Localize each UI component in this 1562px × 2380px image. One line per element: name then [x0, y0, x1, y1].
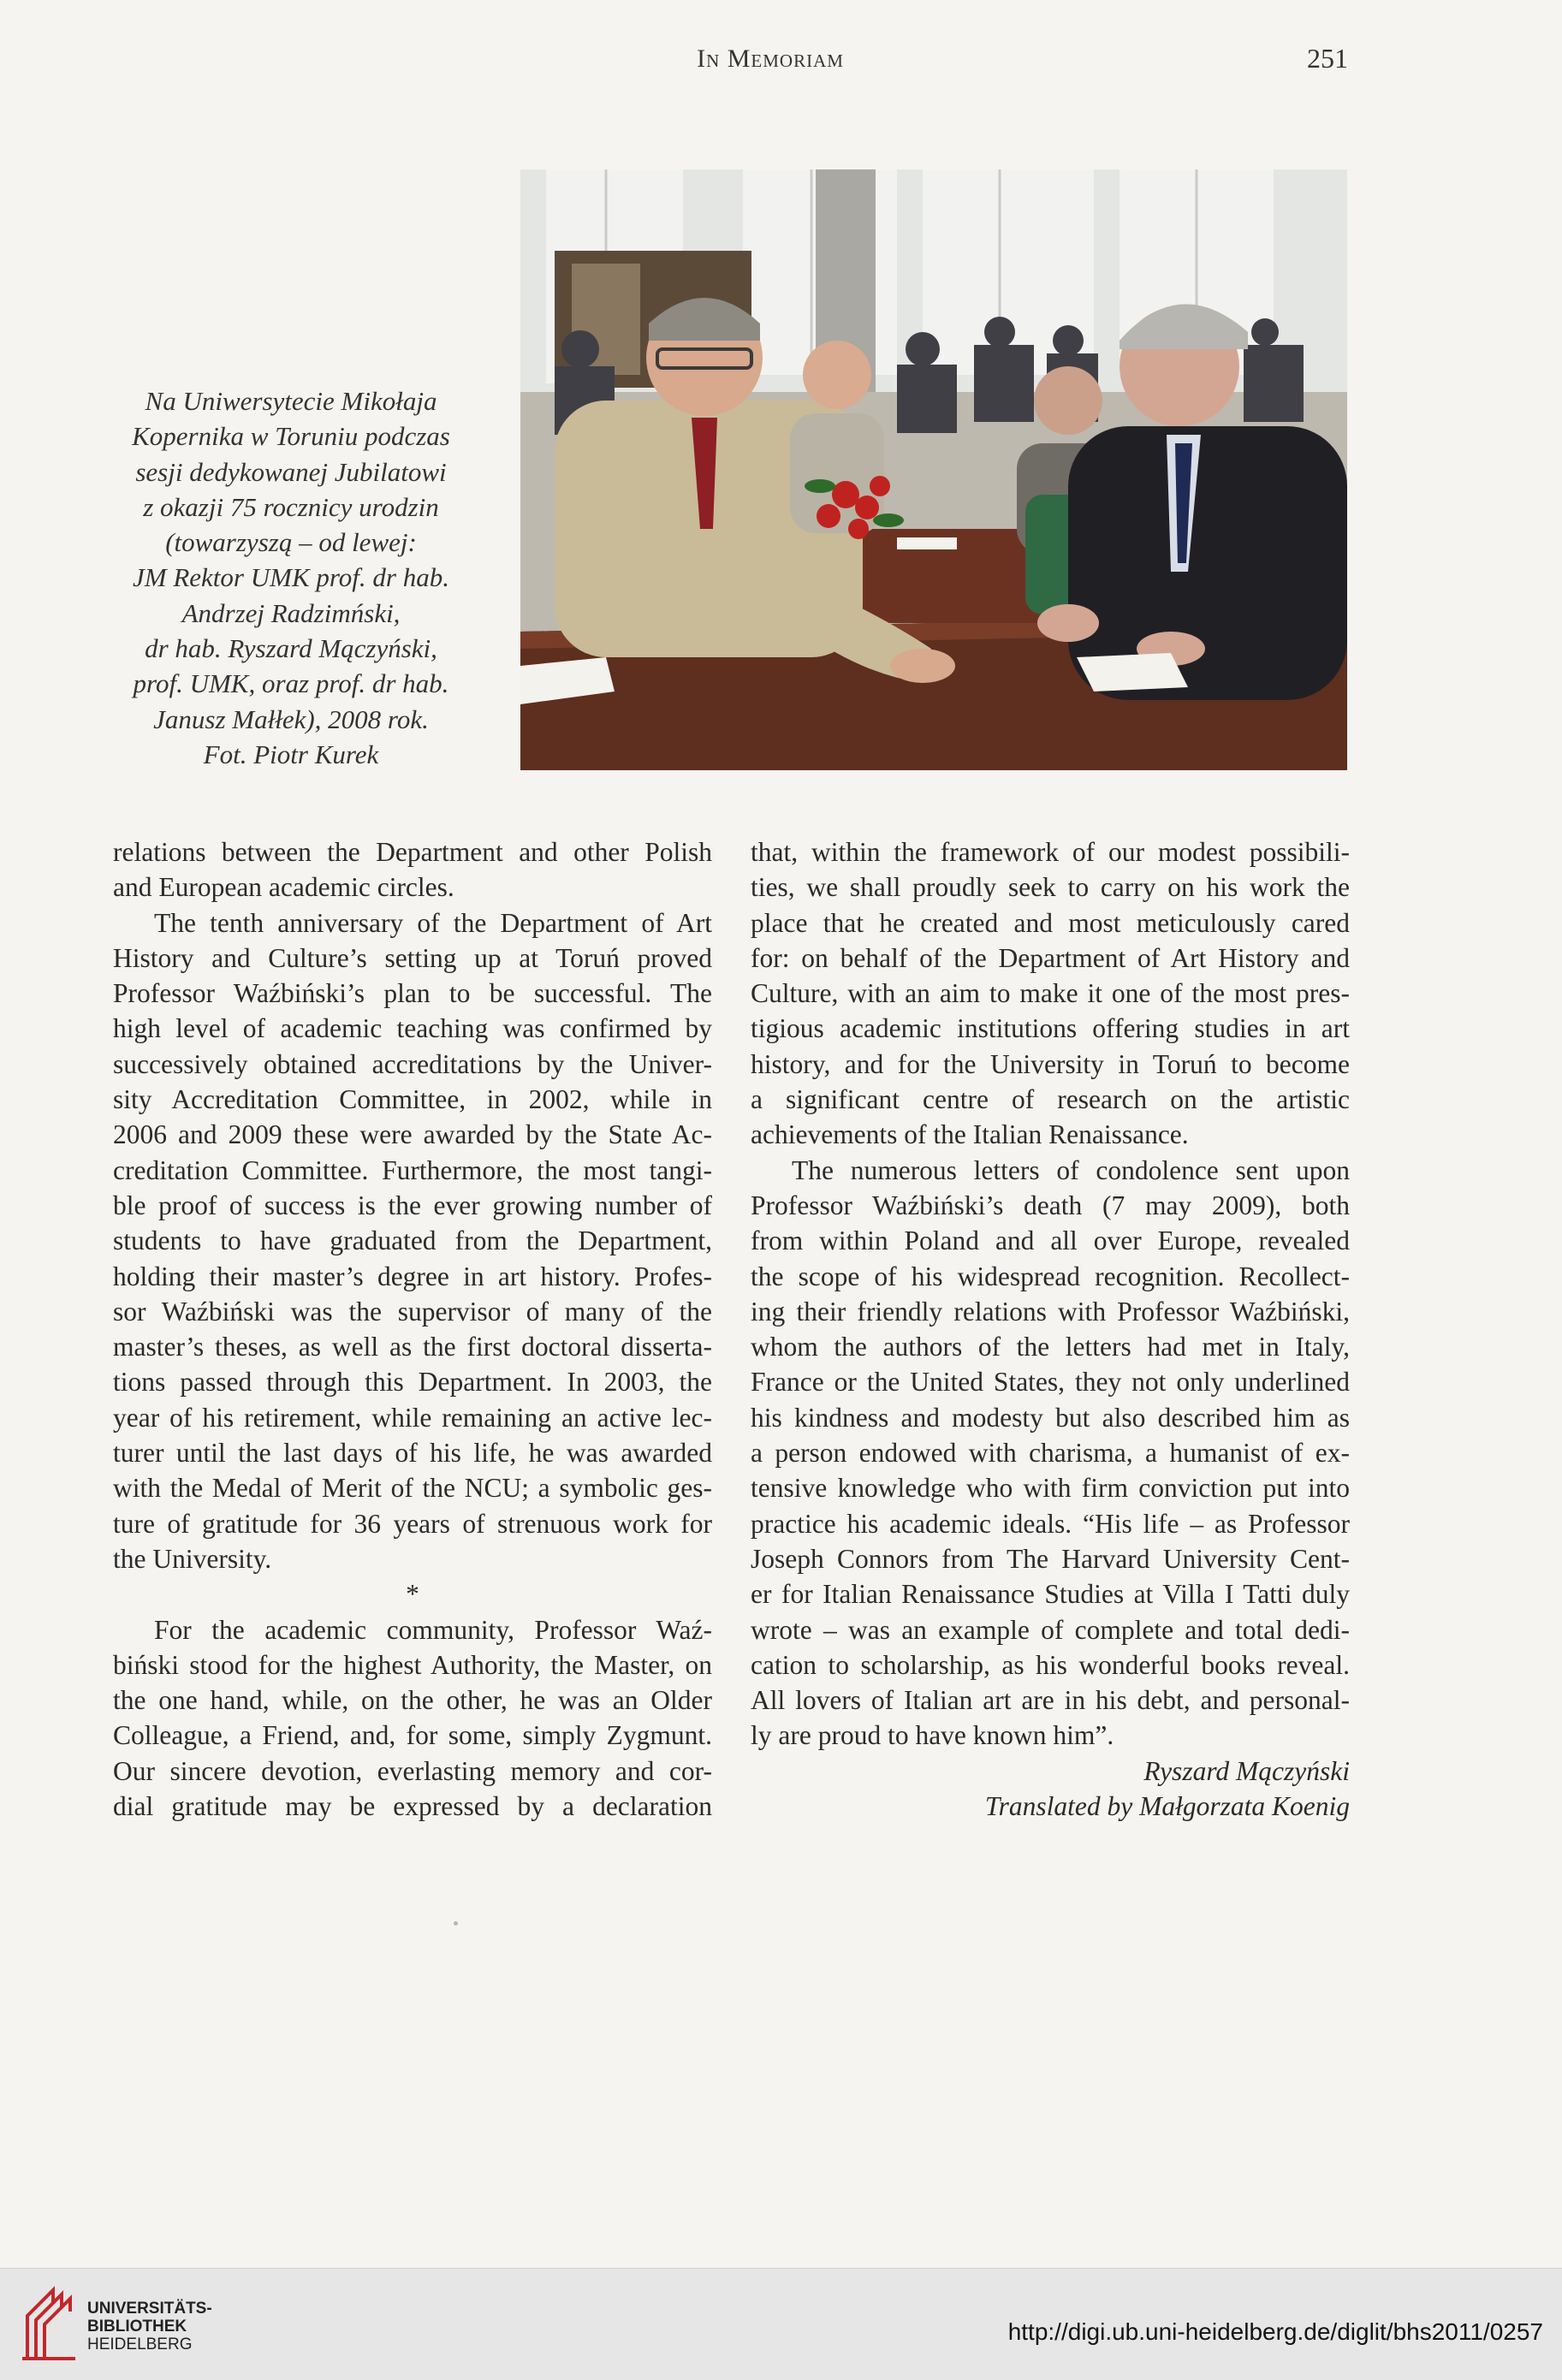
text-line: the one hand, while, on the other, he was an Older [113, 1685, 712, 1716]
text-line: history, and for the University in Toruń to become [751, 1048, 1350, 1079]
text-line: a person endowed with charisma, a humanist of ex- [751, 1438, 1350, 1469]
text-line: the University. [113, 1543, 272, 1574]
section-separator: * [406, 1579, 419, 1610]
text-line: ly are proud to have known him”. [751, 1720, 1114, 1751]
text-line: place that he created and most meticulously cared [751, 907, 1350, 938]
text-line: biński stood for the highest Authority, the Master, on [113, 1649, 712, 1680]
text-line: 2006 and 2009 these were awarded by the State Ac- [113, 1119, 712, 1150]
text-line: The tenth anniversary of the Department of Art [154, 907, 712, 938]
caption-line: Janusz Małłek), 2008 rok. [153, 703, 429, 734]
text-line: for: on behalf of the Department of Art History and [751, 942, 1350, 973]
text-line: For the academic community, Professor Waź- [154, 1614, 712, 1645]
right-text-column [751, 834, 1350, 1824]
text-line: ing their friendly relations with Professor Waźbiński, [751, 1296, 1350, 1327]
text-line: turer until the last days of his life, he was awarded [113, 1438, 712, 1469]
text-line: successively obtained accreditations by the Univer- [113, 1048, 712, 1079]
text-line: The numerous letters of condolence sent upon [792, 1154, 1350, 1185]
event-photograph [520, 169, 1347, 770]
text-line: Professor Waźbiński’s death (7 may 2009), both [751, 1190, 1350, 1220]
photo-caption [103, 383, 479, 772]
text-line: whom the authors of the letters had met in Italy, [751, 1332, 1350, 1362]
text-line: tigious academic institutions offering studies in art [751, 1013, 1350, 1044]
caption-line: dr hab. Ryszard Mączyński, [145, 633, 437, 664]
text-line: er for Italian Renaissance Studies at Villa I Tatti duly [751, 1579, 1350, 1610]
library-logo-text [87, 2300, 212, 2353]
text-line: from within Poland and all over Europe, revealed [751, 1226, 1350, 1256]
text-line: master’s theses, as well as the first doctoral disserta- [113, 1332, 712, 1362]
caption-line: (towarzyszą – od lewej: [165, 527, 417, 558]
caption-line: Na Uniwersytecie Mikołaja [145, 386, 437, 416]
text-line: the scope of his widespread recognition. Recollect- [751, 1261, 1350, 1291]
logo-line: UNIVERSITÄTS- [87, 2300, 212, 2318]
text-line: France or the United States, they not only underlined [751, 1367, 1350, 1398]
text-line: ture of gratitude for 36 years of strenuous work for [113, 1508, 712, 1539]
caption-line: prof. UMK, oraz prof. dr hab. [133, 668, 449, 699]
text-line: Professor Waźbiński’s plan to be successful. The [113, 978, 712, 1009]
text-line: tensive knowledge who with firm conviction put into [751, 1473, 1350, 1504]
text-line: holding their master’s degree in art history. Profes- [113, 1261, 712, 1291]
text-line: sor Waźbiński was the supervisor of many of the [113, 1296, 712, 1327]
footer-bar [0, 2268, 1562, 2380]
text-line: wrote – was an example of complete and total dedi- [751, 1614, 1350, 1645]
author-signature: Ryszard Mączyński [1143, 1755, 1350, 1786]
text-line: relations between the Department and other Polish [113, 837, 712, 867]
text-line: a significant centre of research on the artistic [751, 1084, 1350, 1115]
text-line: his kindness and modesty but also described him as [751, 1402, 1350, 1433]
text-line: Colleague, a Friend, and, for some, simply Zygmunt. [113, 1720, 712, 1751]
library-logo-icon [19, 2286, 79, 2367]
text-line: ties, we shall proudly seek to carry on his work the [751, 872, 1350, 903]
text-line: students to have graduated from the Department, [113, 1226, 712, 1256]
text-line: All lovers of Italian art are in his debt, and personal- [751, 1685, 1350, 1716]
text-line: that, within the framework of our modest possibili- [751, 837, 1350, 867]
page-number: 251 [1307, 43, 1348, 74]
text-line: cation to scholarship, as his wonderful books reveal. [751, 1649, 1350, 1680]
translator-credit: Translated by Małgorzata Koenig [984, 1791, 1350, 1822]
text-line: high level of academic teaching was confirmed by [113, 1013, 712, 1044]
logo-line: HEIDELBERG [87, 2335, 193, 2353]
text-line: ble proof of success is the ever growing number of [113, 1190, 712, 1220]
caption-line: Kopernika w Toruniu podczas [132, 421, 450, 452]
text-line: Joseph Connors from The Harvard University Cent- [751, 1543, 1350, 1574]
text-line: year of his retirement, while remaining an active lec- [113, 1402, 712, 1433]
photo-illustration [520, 169, 1347, 770]
text-line: Our sincere devotion, everlasting memory and cor- [113, 1755, 712, 1786]
scan-speck [454, 1921, 458, 1926]
caption-line: z okazji 75 rocznicy urodzin [143, 491, 439, 522]
text-line: and European academic circles. [113, 872, 454, 903]
caption-line: JM Rektor UMK prof. dr hab. [133, 562, 449, 593]
caption-line: Fot. Piotr Kurek [203, 739, 379, 769]
text-line: Culture, with an aim to make it one of the most pres- [751, 978, 1350, 1009]
caption-line: sesji dedykowanej Jubilatowi [135, 456, 447, 487]
text-line: creditation Committee. Furthermore, the most tangi- [113, 1154, 712, 1185]
text-line: dial gratitude may be expressed by a declaration [113, 1791, 712, 1822]
caption-line: Andrzej Radzimński, [181, 597, 401, 628]
left-text-column [113, 834, 712, 1824]
text-line: achievements of the Italian Renaissance. [751, 1119, 1189, 1150]
text-line: sity Accreditation Committee, in 2002, while in [113, 1084, 712, 1115]
source-url-link[interactable]: http://digi.ub.uni-heidelberg.de/diglit/bhs2011/0257 [1007, 2318, 1543, 2345]
text-line: History and Culture’s setting up at Toruń proved [113, 942, 712, 973]
text-line: tions passed through this Department. In 2003, the [113, 1367, 712, 1398]
text-line: practice his academic ideals. “His life – as Professor [751, 1508, 1350, 1539]
text-line: with the Medal of Merit of the NCU; a symbolic ges- [113, 1473, 712, 1504]
logo-line: BIBLIOTHEK [87, 2318, 187, 2335]
running-head: In Memoriam [697, 45, 844, 73]
